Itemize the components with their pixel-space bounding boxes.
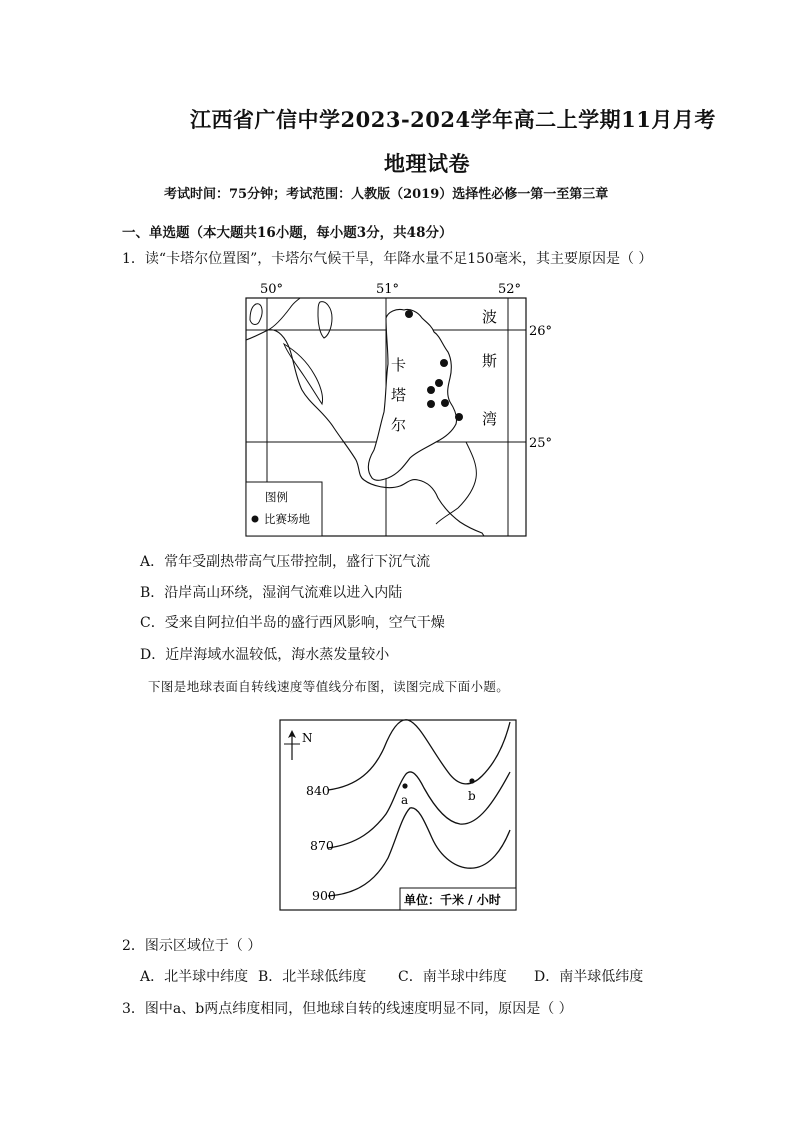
question-2-stem: 2．图示区域位于（ ） [122,938,262,954]
question-1-option-a[interactable]: A．常年受副热带高气压带控制，盛行下沉气流 [140,554,431,570]
legend-item: 比赛场地 [264,512,310,526]
gulf-label-2: 斯 [482,352,498,370]
venue-dot [405,310,413,318]
venue-dot [440,359,448,367]
lon-label-51: 51° [376,282,400,297]
lat-label-25: 25° [529,436,553,451]
isoline-label-840: 840 [306,783,330,798]
lon-label-52: 52° [498,282,522,297]
question-1-option-d[interactable]: D．近岸海域水温较低，海水蒸发量较小 [140,647,390,663]
question-2-option-c[interactable]: C．南半球中纬度 [398,969,507,985]
section-heading: 一、单选题（本大题共16小题，每小题3分，共48分） [122,225,453,241]
exam-title-line2: 地理试卷 [384,151,470,176]
question-2-option-d[interactable]: D．南半球低纬度 [534,969,644,985]
gulf-label-3: 湾 [482,410,498,428]
lat-label-26: 26° [529,324,553,339]
legend-dot-icon [252,516,259,523]
rotation-speed-isoline-map [278,718,518,912]
question-3-stem: 3．图中a、b两点纬度相同，但地球自转的线速度明显不同，原因是（ ） [122,1001,573,1017]
venue-dot [427,400,435,408]
point-b [469,778,474,783]
isoline-label-900: 900 [312,888,336,903]
question-2-option-a[interactable]: A．北半球中纬度 [140,969,249,985]
unit-label: 单位：千米 / 小时 [404,893,501,907]
venue-dot [455,413,463,421]
legend-title: 图例 [265,490,288,504]
intro-questions-2-3: 下图是地球表面自转线速度等值线分布图，读图完成下面小题。 [148,679,510,694]
exam-info: 考试时间：75分钟；考试范围：人教版（2019）选择性必修一第一至第三章 [164,187,609,202]
question-1-option-b[interactable]: B．沿岸高山环绕，湿润气流难以进入内陆 [140,585,403,601]
lon-label-50: 50° [260,282,284,297]
north-label: N [302,731,313,745]
point-a-label: a [401,793,409,807]
venue-dot [441,399,449,407]
question-1-stem: 1．读“卡塔尔位置图”，卡塔尔气候干旱，年降水量不足150毫米，其主要原因是（ ） [122,251,653,267]
venue-dot [435,379,443,387]
point-b-label: b [468,789,476,803]
question-2-option-b[interactable]: B．北半球低纬度 [258,969,367,985]
qatar-label-3: 尔 [391,416,407,434]
venue-dot [427,386,435,394]
question-1-option-c[interactable]: C．受来自阿拉伯半岛的盛行西风影响，空气干燥 [140,615,445,631]
gulf-label-1: 波 [482,308,498,326]
exam-title-line1: 江西省广信中学2023-2024学年高二上学期11月月考 [190,107,716,132]
isoline-label-870: 870 [310,838,334,853]
qatar-label-2: 塔 [391,386,407,404]
qatar-label-1: 卡 [391,356,407,374]
point-a [402,783,407,788]
qatar-location-map [238,278,558,540]
